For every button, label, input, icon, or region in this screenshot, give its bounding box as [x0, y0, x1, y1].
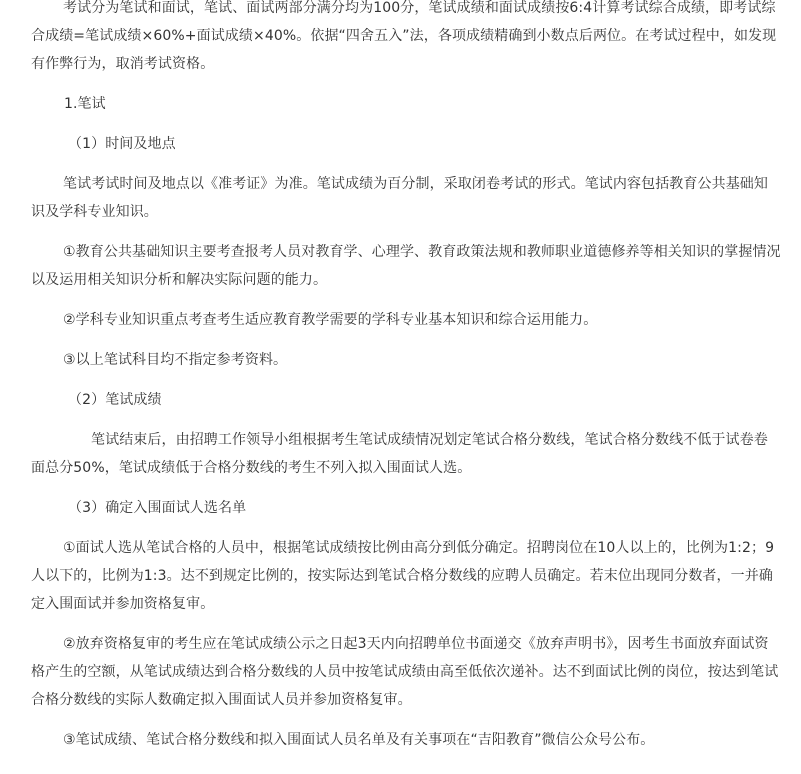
time-place-paragraph: 笔试考试时间及地点以《准考证》为准。笔试成绩为百分制，采取闭卷考试的形式。笔试内容包括教育公共基础知识及学科专业知识。	[31, 176, 768, 220]
list-item-announcement: ③笔试成绩、笔试合格分数线和拟入围面试人员名单及有关事项在“吉阳教育”微信公众号公布。	[63, 732, 655, 748]
list-item-interview-ratio: ①面试人选从笔试合格的人员中，根据笔试成绩按比例由高分到低分确定。招聘岗位在10人以上的，比例为1:2；9人以下的，比例为1:3。达不到规定比例的，按实际达到笔试合格分数线的应聘人员确定。若末位出现同分数者，一并确定入围面试并参加资格复审。	[31, 540, 775, 612]
list-item-subject-knowledge: ②学科专业知识重点考查考生适应教育教学需要的学科专业基本知识和综合运用能力。	[63, 312, 598, 328]
intro-paragraph: 考试分为笔试和面试，笔试、面试两部分满分均为100分，笔试成绩和面试成绩按6:4计算考试综合成绩，即考试综合成绩=笔试成绩×60%+面试成绩×40%。依据“四舍五入”法，各项成绩精确到小数点后两位。在考试过程中，如发现有作弊行为，取消考试资格。	[31, 0, 777, 72]
exam-score-paragraph: 笔试结束后，由招聘工作领导小组根据考生笔试成绩情况划定笔试合格分数线，笔试合格分数线不低于试卷卷面总分50%，笔试成绩低于合格分数线的考生不列入拟入围面试人选。	[31, 432, 768, 476]
list-item-waiver: ②放弃资格复审的考生应在笔试成绩公示之日起3天内向招聘单位书面递交《放弃声明书》，因考生书面放弃面试资格产生的空额，从笔试成绩达到合格分数线的人员中按笔试成绩由高至低依次递补。达不到面试比例的岗位，按达到笔试合格分数线的实际人数确定拟入围面试人员并参加资格复审。	[31, 636, 779, 708]
subsection-title-exam-score: （2）笔试成绩	[68, 392, 162, 408]
subsection-title-interview-list: （3）确定入围面试人选名单	[68, 500, 247, 516]
list-item-public-knowledge: ①教育公共基础知识主要考查报考人员对教育学、心理学、教育政策法规和教师职业道德修养等相关知识的掌握情况以及运用相关知识分析和解决实际问题的能力。	[31, 244, 781, 288]
list-item-no-reference: ③以上笔试科目均不指定参考资料。	[63, 352, 288, 368]
subsection-title-time-place: （1）时间及地点	[68, 136, 176, 152]
section-title-written-exam: 1.笔试	[64, 96, 106, 112]
article-content	[31, 0, 781, 754]
